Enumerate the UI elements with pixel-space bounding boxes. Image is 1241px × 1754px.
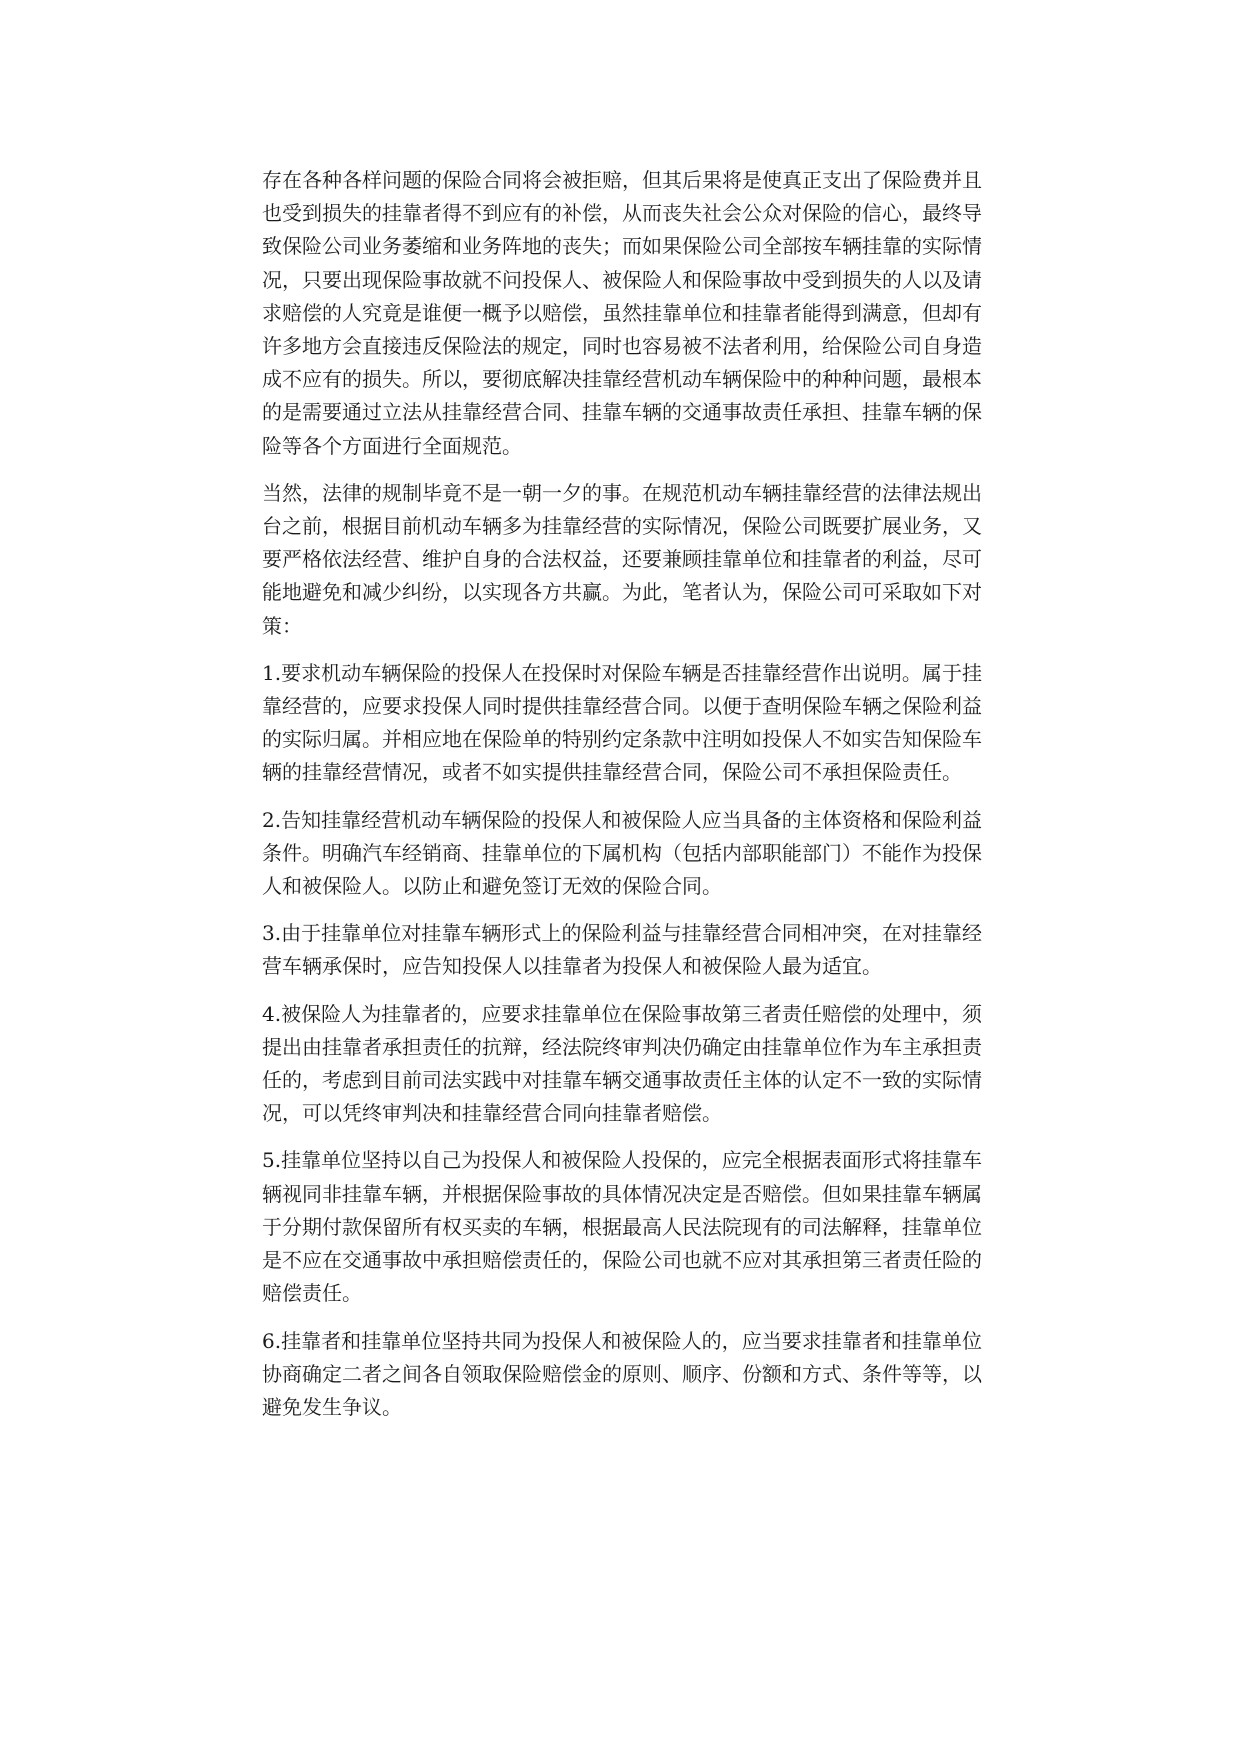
document-body [262, 164, 982, 1438]
paragraph-item-3: 3.由于挂靠单位对挂靠车辆形式上的保险利益与挂靠经营合同相冲突，在对挂靠经营车辆承保时，应告知投保人以挂靠者为投保人和被保险人最为适宜。 [262, 921, 982, 979]
paragraph-countermeasures-intro: 当然，法律的规制毕竟不是一朝一夕的事。在规范机动车辆挂靠经营的法律法规出台之前，根据目前机动车辆多为挂靠经营的实际情况，保险公司既要扩展业务，又要严格依法经营、维护自身的合法权益，还要兼顾挂靠单位和挂靠者的利益，尽可能地避免和减少纠纷，以实现各方共赢。为此，笔者认为，保险公司可采取如下对策： [262, 480, 982, 638]
paragraph-item-5: 5.挂靠单位坚持以自己为投保人和被保险人投保的，应完全根据表面形式将挂靠车辆视同非挂靠车辆，并根据保险事故的具体情况决定是否赔偿。但如果挂靠车辆属于分期付款保留所有权买卖的车辆，根据最高人民法院现有的司法解释，挂靠单位是不应在交通事故中承担赔偿责任的，保险公司也就不应对其承担第三者责任险的赔偿责任。 [262, 1148, 982, 1306]
paragraph-item-1: 1.要求机动车辆保险的投保人在投保时对保险车辆是否挂靠经营作出说明。属于挂靠经营的，应要求投保人同时提供挂靠经营合同。以便于查明保险车辆之保险利益的实际归属。并相应地在保险单的特别约定条款中注明如投保人不如实告知保险车辆的挂靠经营情况，或者不如实提供挂靠经营合同，保险公司不承担保险责任。 [262, 660, 982, 785]
paragraph-item-2: 2.告知挂靠经营机动车辆保险的投保人和被保险人应当具备的主体资格和保险利益条件。明确汽车经销商、挂靠单位的下属机构（包括内部职能部门）不能作为投保人和被保险人。以防止和避免签订无效的保险合同。 [262, 807, 982, 899]
paragraph-item-6: 6.挂靠者和挂靠单位坚持共同为投保人和被保险人的，应当要求挂靠者和挂靠单位协商确定二者之间各自领取保险赔偿金的原则、顺序、份额和方式、条件等等，以避免发生争议。 [262, 1328, 982, 1419]
paragraph-item-4: 4.被保险人为挂靠者的，应要求挂靠单位在保险事故第三者责任赔偿的处理中，须提出由挂靠者承担责任的抗辩，经法院终审判决仍确定由挂靠单位作为车主承担责任的，考虑到目前司法实践中对挂靠车辆交通事故责任主体的认定不一致的实际情况，可以凭终审判决和挂靠经营合同向挂靠者赔偿。 [262, 1001, 982, 1126]
paragraph-intro-conclusion: 存在各种各样问题的保险合同将会被拒赔，但其后果将是使真正支出了保险费并且也受到损失的挂靠者得不到应有的补偿，从而丧失社会公众对保险的信心，最终导致保险公司业务萎缩和业务阵地的丧失；而如果保险公司全部按车辆挂靠的实际情况，只要出现保险事故就不问投保人、被保险人和保险事故中受到损失的人以及请求赔偿的人究竟是谁便一概予以赔偿，虽然挂靠单位和挂靠者能得到满意，但却有许多地方会直接违反保险法的规定，同时也容易被不法者利用，给保险公司自身造成不应有的损失。所以，要彻底解决挂靠经营机动车辆保险中的种种问题，最根本的是需要通过立法从挂靠经营合同、挂靠车辆的交通事故责任承担、挂靠车辆的保险等各个方面进行全面规范。 [262, 168, 982, 458]
